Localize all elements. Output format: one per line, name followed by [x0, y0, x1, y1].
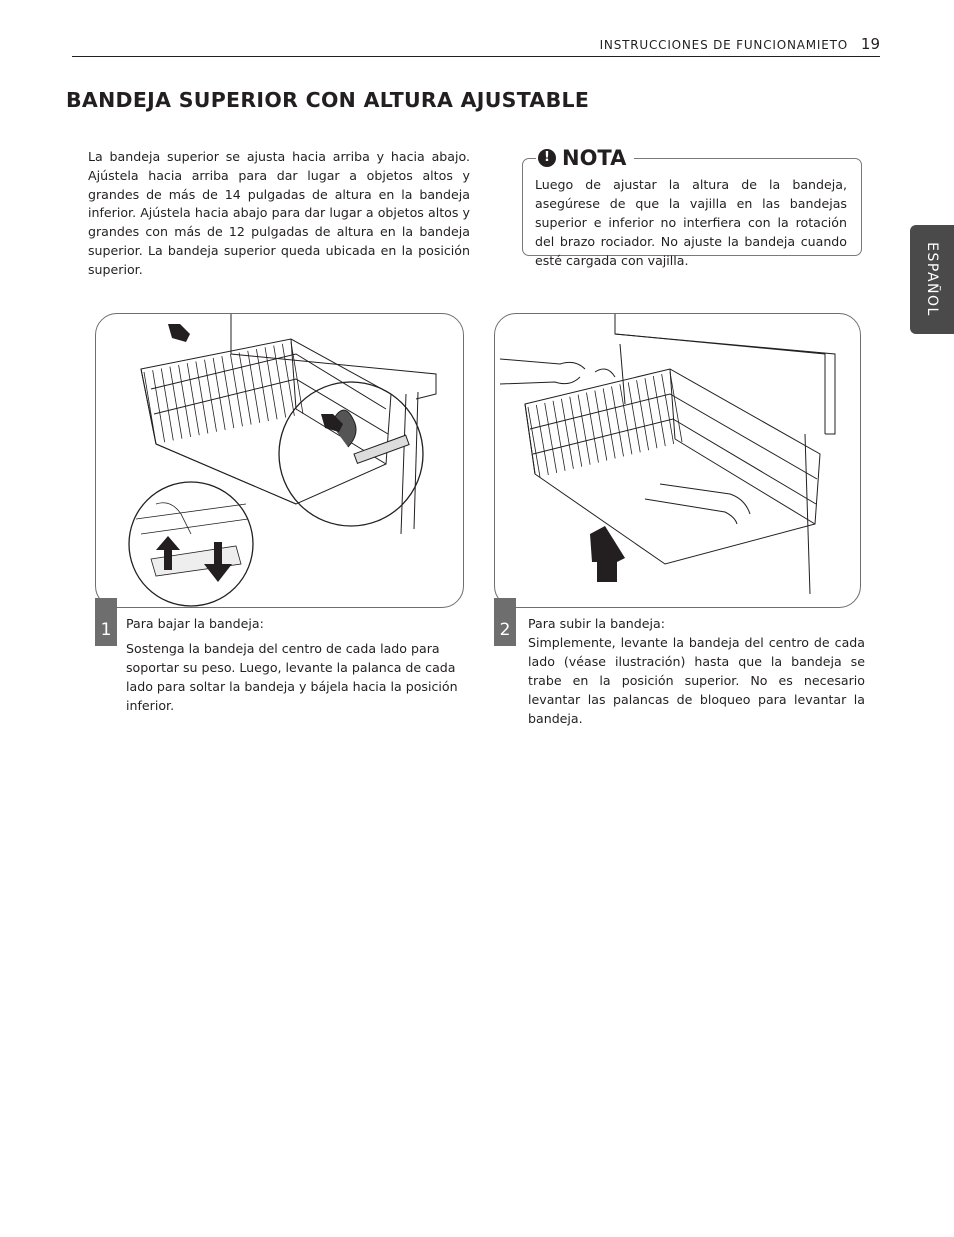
rack-wire	[230, 354, 242, 426]
rack-wire	[196, 361, 208, 433]
page-title: BANDEJA SUPERIOR CON ALTURA AJUSTABLE	[66, 88, 590, 112]
rack-wire	[187, 363, 199, 435]
note-label: NOTA	[562, 146, 627, 170]
step-1-marker	[95, 598, 117, 646]
page-header	[72, 36, 880, 57]
step-1-body: Sostenga la bandeja del centro de cada lado para soportar su peso. Luego, levante la palanca de cada lado para soltar la bandeja y bájela hacia la posición inferior.	[126, 641, 458, 713]
step-1-text	[126, 614, 464, 715]
note-text: Luego de ajustar la altura de la bandeja, asegúrese de que la vajilla en las bandejas superior e inferior no interfiera con la rotación del brazo rociador. No ajuste la bandeja cuando esté cargada con vajilla.	[535, 177, 847, 268]
illustration-lower-rack	[95, 313, 464, 608]
rack-wire	[153, 370, 165, 442]
step-2-text	[528, 614, 865, 728]
page-number: 19	[860, 35, 880, 53]
language-tab-label: ESPAÑOL	[924, 242, 940, 317]
exclamation-icon: !	[538, 149, 556, 167]
section-title: INSTRUCCIONES DE FUNCIONAMIETO	[599, 38, 848, 52]
rack-wire	[222, 356, 234, 428]
rack-lowering-illustration	[96, 314, 463, 607]
rack-wire	[179, 365, 191, 437]
rack-wire	[248, 351, 260, 423]
note-heading	[536, 146, 634, 170]
illustration-raise-rack	[494, 313, 861, 608]
intro-paragraph: La bandeja superior se ajusta hacia arriba y hacia abajo. Ajústela hacia arriba para dar lugar a objetos altos y grandes de más de 14 pulgadas de altura en la bandeja inferior. Ajústela hacia abajo para dar lugar a objetos altos y grandes con más de 12 pulgadas de altura en la bandeja superior. La bandeja superior queda ubicada en la posición superior.	[88, 149, 470, 277]
rack-wire	[144, 372, 156, 444]
rack-wire	[161, 368, 173, 440]
rack-wire	[291, 342, 303, 414]
language-tab	[910, 225, 954, 334]
step-1-number: 1	[100, 620, 112, 640]
step-2-marker	[494, 598, 516, 646]
rack-wire	[213, 358, 225, 430]
step-2-number: 2	[499, 620, 511, 640]
rack-raising-illustration	[495, 314, 860, 607]
step-2-body: Simplemente, levante la bandeja del centro de cada lado (véase ilustración) hasta que la bandeja se trabe en la posición superior. No es necesario levantar las palancas de bloqueo para levantar la bandeja.	[528, 635, 865, 726]
rack-wire	[256, 349, 268, 421]
rack-wire	[170, 367, 182, 439]
rack-wire	[239, 353, 251, 425]
step-2-heading: Para subir la bandeja:	[528, 616, 665, 631]
step-1-heading: Para bajar la bandeja:	[126, 616, 264, 631]
rack-wire	[205, 360, 217, 432]
